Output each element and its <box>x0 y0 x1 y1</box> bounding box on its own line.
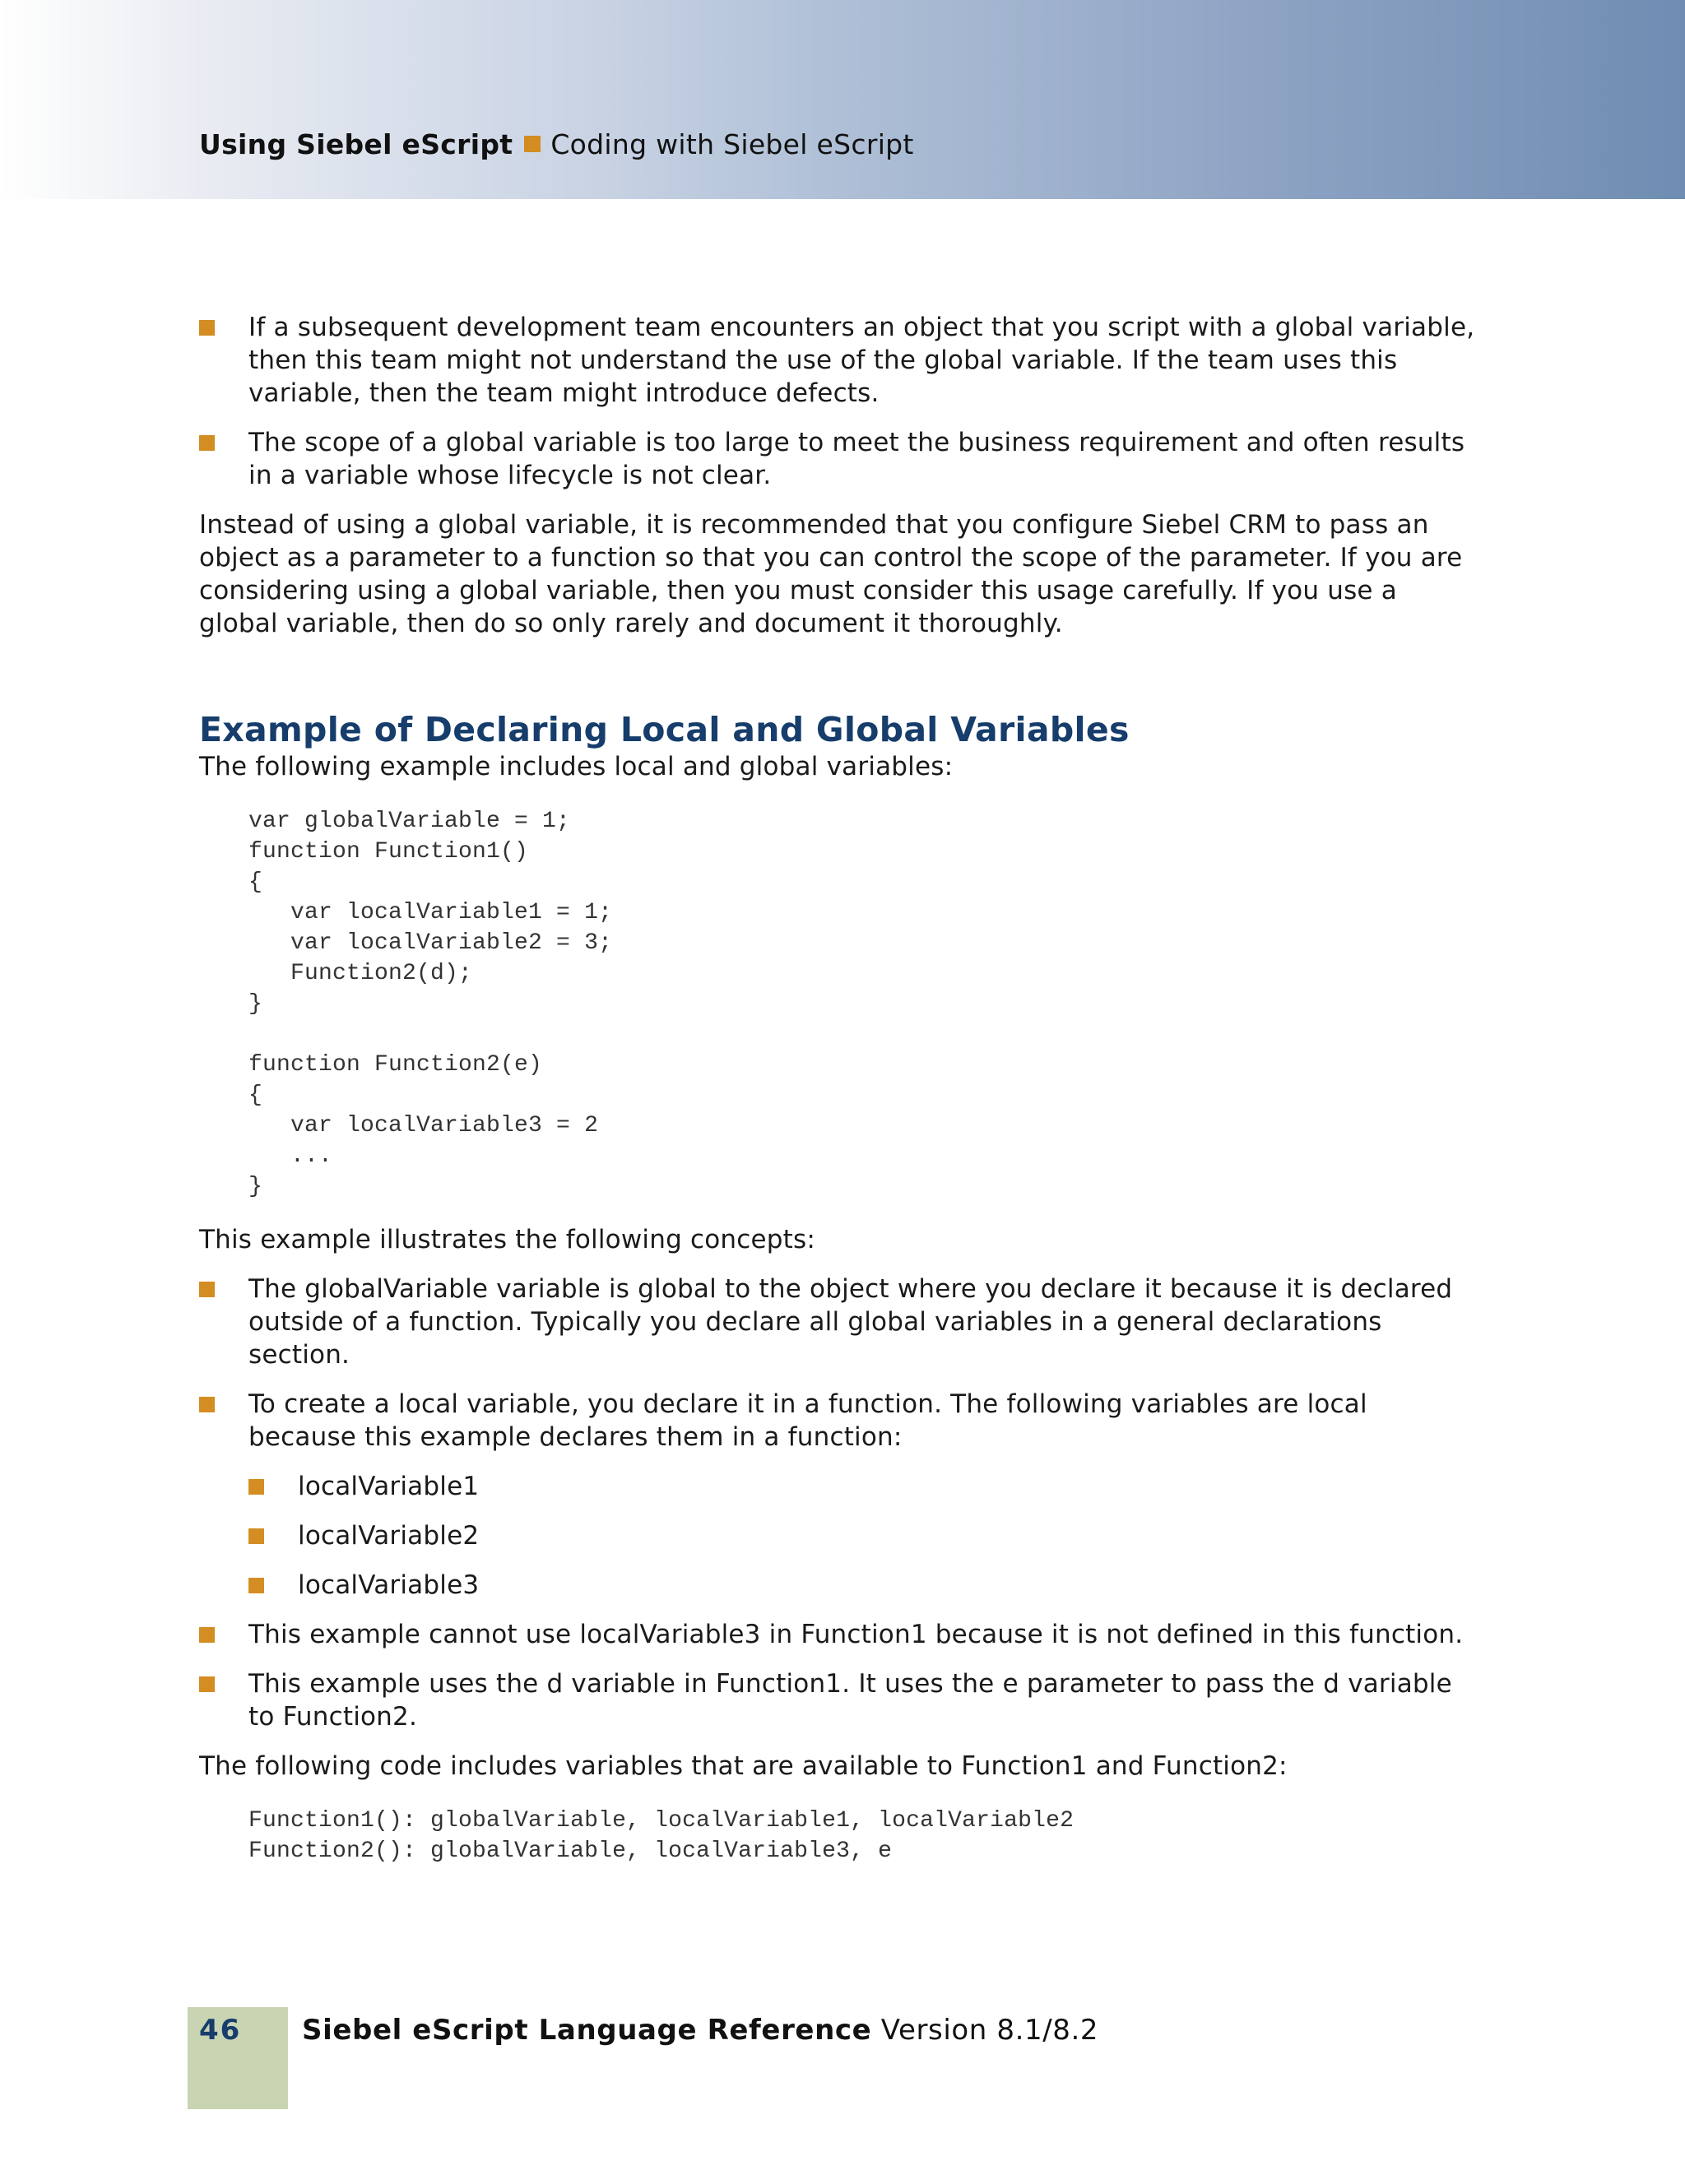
sub-list-item <box>199 1519 1483 1552</box>
page-content <box>199 311 1483 1888</box>
sub-list-item <box>199 1569 1483 1602</box>
concepts-intro: This example illustrates the following concepts: <box>199 1225 815 1254</box>
square-bullet-icon <box>199 1627 215 1643</box>
available-intro: The following code includes variables that are available to Function1 and Function2: <box>199 1751 1288 1781</box>
square-bullet-icon <box>248 1528 264 1544</box>
section-heading: Example of Declaring Local and Global Variables <box>199 710 1130 749</box>
book-version: Version 8.1/8.2 <box>880 2014 1099 2047</box>
list-item <box>199 1618 1483 1651</box>
square-bullet-icon <box>199 435 215 451</box>
header-section: Using Siebel eScript <box>199 128 513 160</box>
header-subsection: Coding with Siebel eScript <box>550 128 914 160</box>
list-item <box>199 426 1483 492</box>
bullet-text: To create a local variable, you declare it in a function. The following variables are local because this example declares them in a function: <box>248 1389 1367 1452</box>
bullet-text: localVariable1 <box>298 1472 480 1501</box>
bullet-text: This example uses the d variable in Function1. It uses the e parameter to pass the d variable to Function2. <box>248 1669 1452 1732</box>
code-available: Function1(): globalVariable, localVariable1, localVariable2 Function2(): globalVariable, localVariable3, e <box>248 1808 1075 1864</box>
header-band <box>0 0 1685 199</box>
example-intro: The following example includes local and global variables: <box>199 752 954 781</box>
footer-book-title <box>302 2014 1098 2047</box>
square-bullet-icon <box>199 1397 215 1412</box>
list-item <box>199 1667 1483 1733</box>
intro-paragraph: Instead of using a global variable, it is recommended that you configure Siebel CRM to pass an object as a parameter to a function so that you can control the scope of the parameter. If you are considering using a global variable, then you must consider this usage carefully. If you use a global variable, then do so only rarely and document it thoroughly. <box>199 510 1463 638</box>
bullet-text: localVariable2 <box>298 1521 480 1551</box>
square-bullet-icon <box>199 320 215 336</box>
square-bullet-icon <box>199 1282 215 1297</box>
header-separator-icon <box>524 136 541 152</box>
list-item <box>199 1388 1483 1454</box>
square-bullet-icon <box>248 1578 264 1593</box>
page-number: 46 <box>199 2014 242 2047</box>
bullet-text: This example cannot use localVariable3 in Function1 because it is not defined in this function. <box>248 1620 1464 1649</box>
list-item <box>199 311 1483 410</box>
list-item <box>199 1273 1483 1371</box>
bullet-text: If a subsequent development team encounters an object that you script with a global variable, then this team might not understand the use of the global variable. If the team uses this variable, then the team might introduce defects. <box>248 313 1475 408</box>
code-example: var globalVariable = 1; function Function1() { var localVariable1 = 1; var localVariable2 = 3; Function2(d); } function Function2(e) { var localVariable3 = 2 ... } <box>248 809 613 1199</box>
book-title: Siebel eScript Language Reference <box>302 2014 872 2047</box>
running-header <box>199 128 914 160</box>
bullet-text: localVariable3 <box>298 1570 480 1600</box>
bullet-text: The scope of a global variable is too large to meet the business requirement and often results in a variable whose lifecycle is not clear. <box>248 428 1465 490</box>
square-bullet-icon <box>248 1479 264 1495</box>
bullet-text: The globalVariable variable is global to the object where you declare it because it is declared outside of a function. Typically you declare all global variables in a general declarations section. <box>248 1274 1453 1370</box>
sub-list-item <box>199 1470 1483 1503</box>
square-bullet-icon <box>199 1676 215 1692</box>
